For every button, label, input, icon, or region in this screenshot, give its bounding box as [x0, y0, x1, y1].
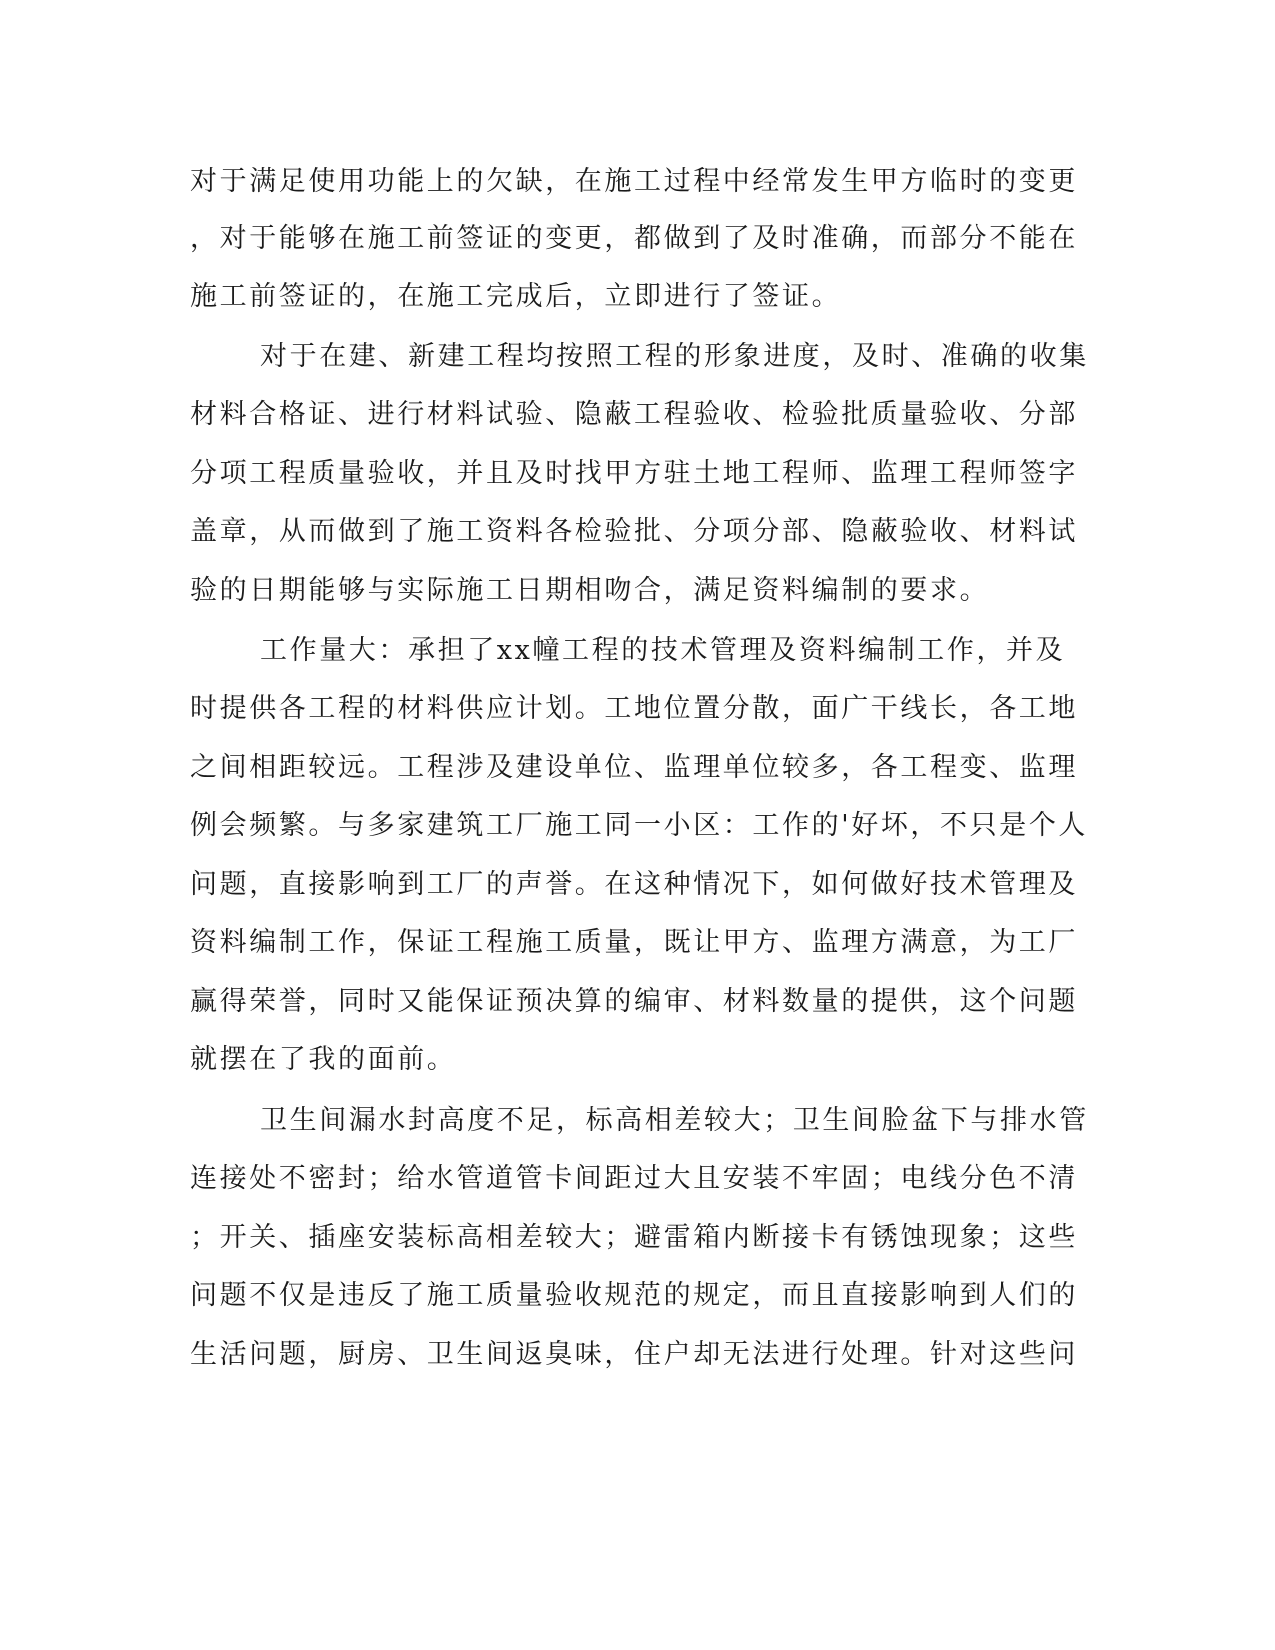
text-line: 施工前签证的，在施工完成后，立即进行了签证。 [190, 281, 842, 312]
text-line: 连接处不密封；给水管道管卡间距过大且安装不牢固；电线分色不清 [190, 1163, 1078, 1194]
text-line: 验的日期能够与实际施工日期相吻合，满足资料编制的要求。 [190, 575, 990, 606]
text-line: 时提供各工程的材料供应计划。工地位置分散，面广干线长，各工地 [190, 693, 1078, 724]
text-line: 赢得荣誉，同时又能保证预决算的编审、材料数量的提供，这个问题 [190, 986, 1078, 1017]
text-line: 问题，直接影响到工厂的声誉。在这种情况下，如何做好技术管理及 [190, 869, 1078, 900]
text-line: 生活问题，厨房、卫生间返臭味，住户却无法进行处理。针对这些问 [190, 1339, 1078, 1370]
text-line: 对于满足使用功能上的欠缺，在施工过程中经常发生甲方临时的变更 [190, 166, 1078, 197]
text-line: 资料编制工作，保证工程施工质量，既让甲方、监理方满意，为工厂 [190, 927, 1078, 958]
text-line: ，对于能够在施工前签证的变更，都做到了及时准确，而部分不能在 [190, 223, 1078, 254]
text-line: 就摆在了我的面前。 [190, 1044, 457, 1075]
text-line: ；开关、插座安装标高相差较大；避雷箱内断接卡有锈蚀现象；这些 [190, 1222, 1078, 1253]
paragraph-first-line: 卫生间漏水封高度不足，标高相差较大；卫生间脸盆下与排水管 [260, 1105, 1089, 1136]
text-line: 例会频繁。与多家建筑工厂施工同一小区：工作的'好坏，不只是个人 [190, 810, 1089, 841]
text-line: 分项工程质量验收，并且及时找甲方驻土地工程师、监理工程师签字 [190, 458, 1078, 489]
paragraph-first-line: 工作量大：承担了xx幢工程的技术管理及资料编制工作，并及 [260, 635, 1066, 666]
text-line: 问题不仅是违反了施工质量验收规范的规定，而且直接影响到人们的 [190, 1280, 1078, 1311]
text-line: 之间相距较远。工程涉及建设单位、监理单位较多，各工程变、监理 [190, 752, 1078, 783]
text-line: 盖章，从而做到了施工资料各检验批、分项分部、隐蔽验收、材料试 [190, 516, 1078, 547]
text-line: 材料合格证、进行材料试验、隐蔽工程验收、检验批质量验收、分部 [190, 399, 1078, 430]
paragraph-first-line: 对于在建、新建工程均按照工程的形象进度，及时、准确的收集 [260, 341, 1089, 372]
